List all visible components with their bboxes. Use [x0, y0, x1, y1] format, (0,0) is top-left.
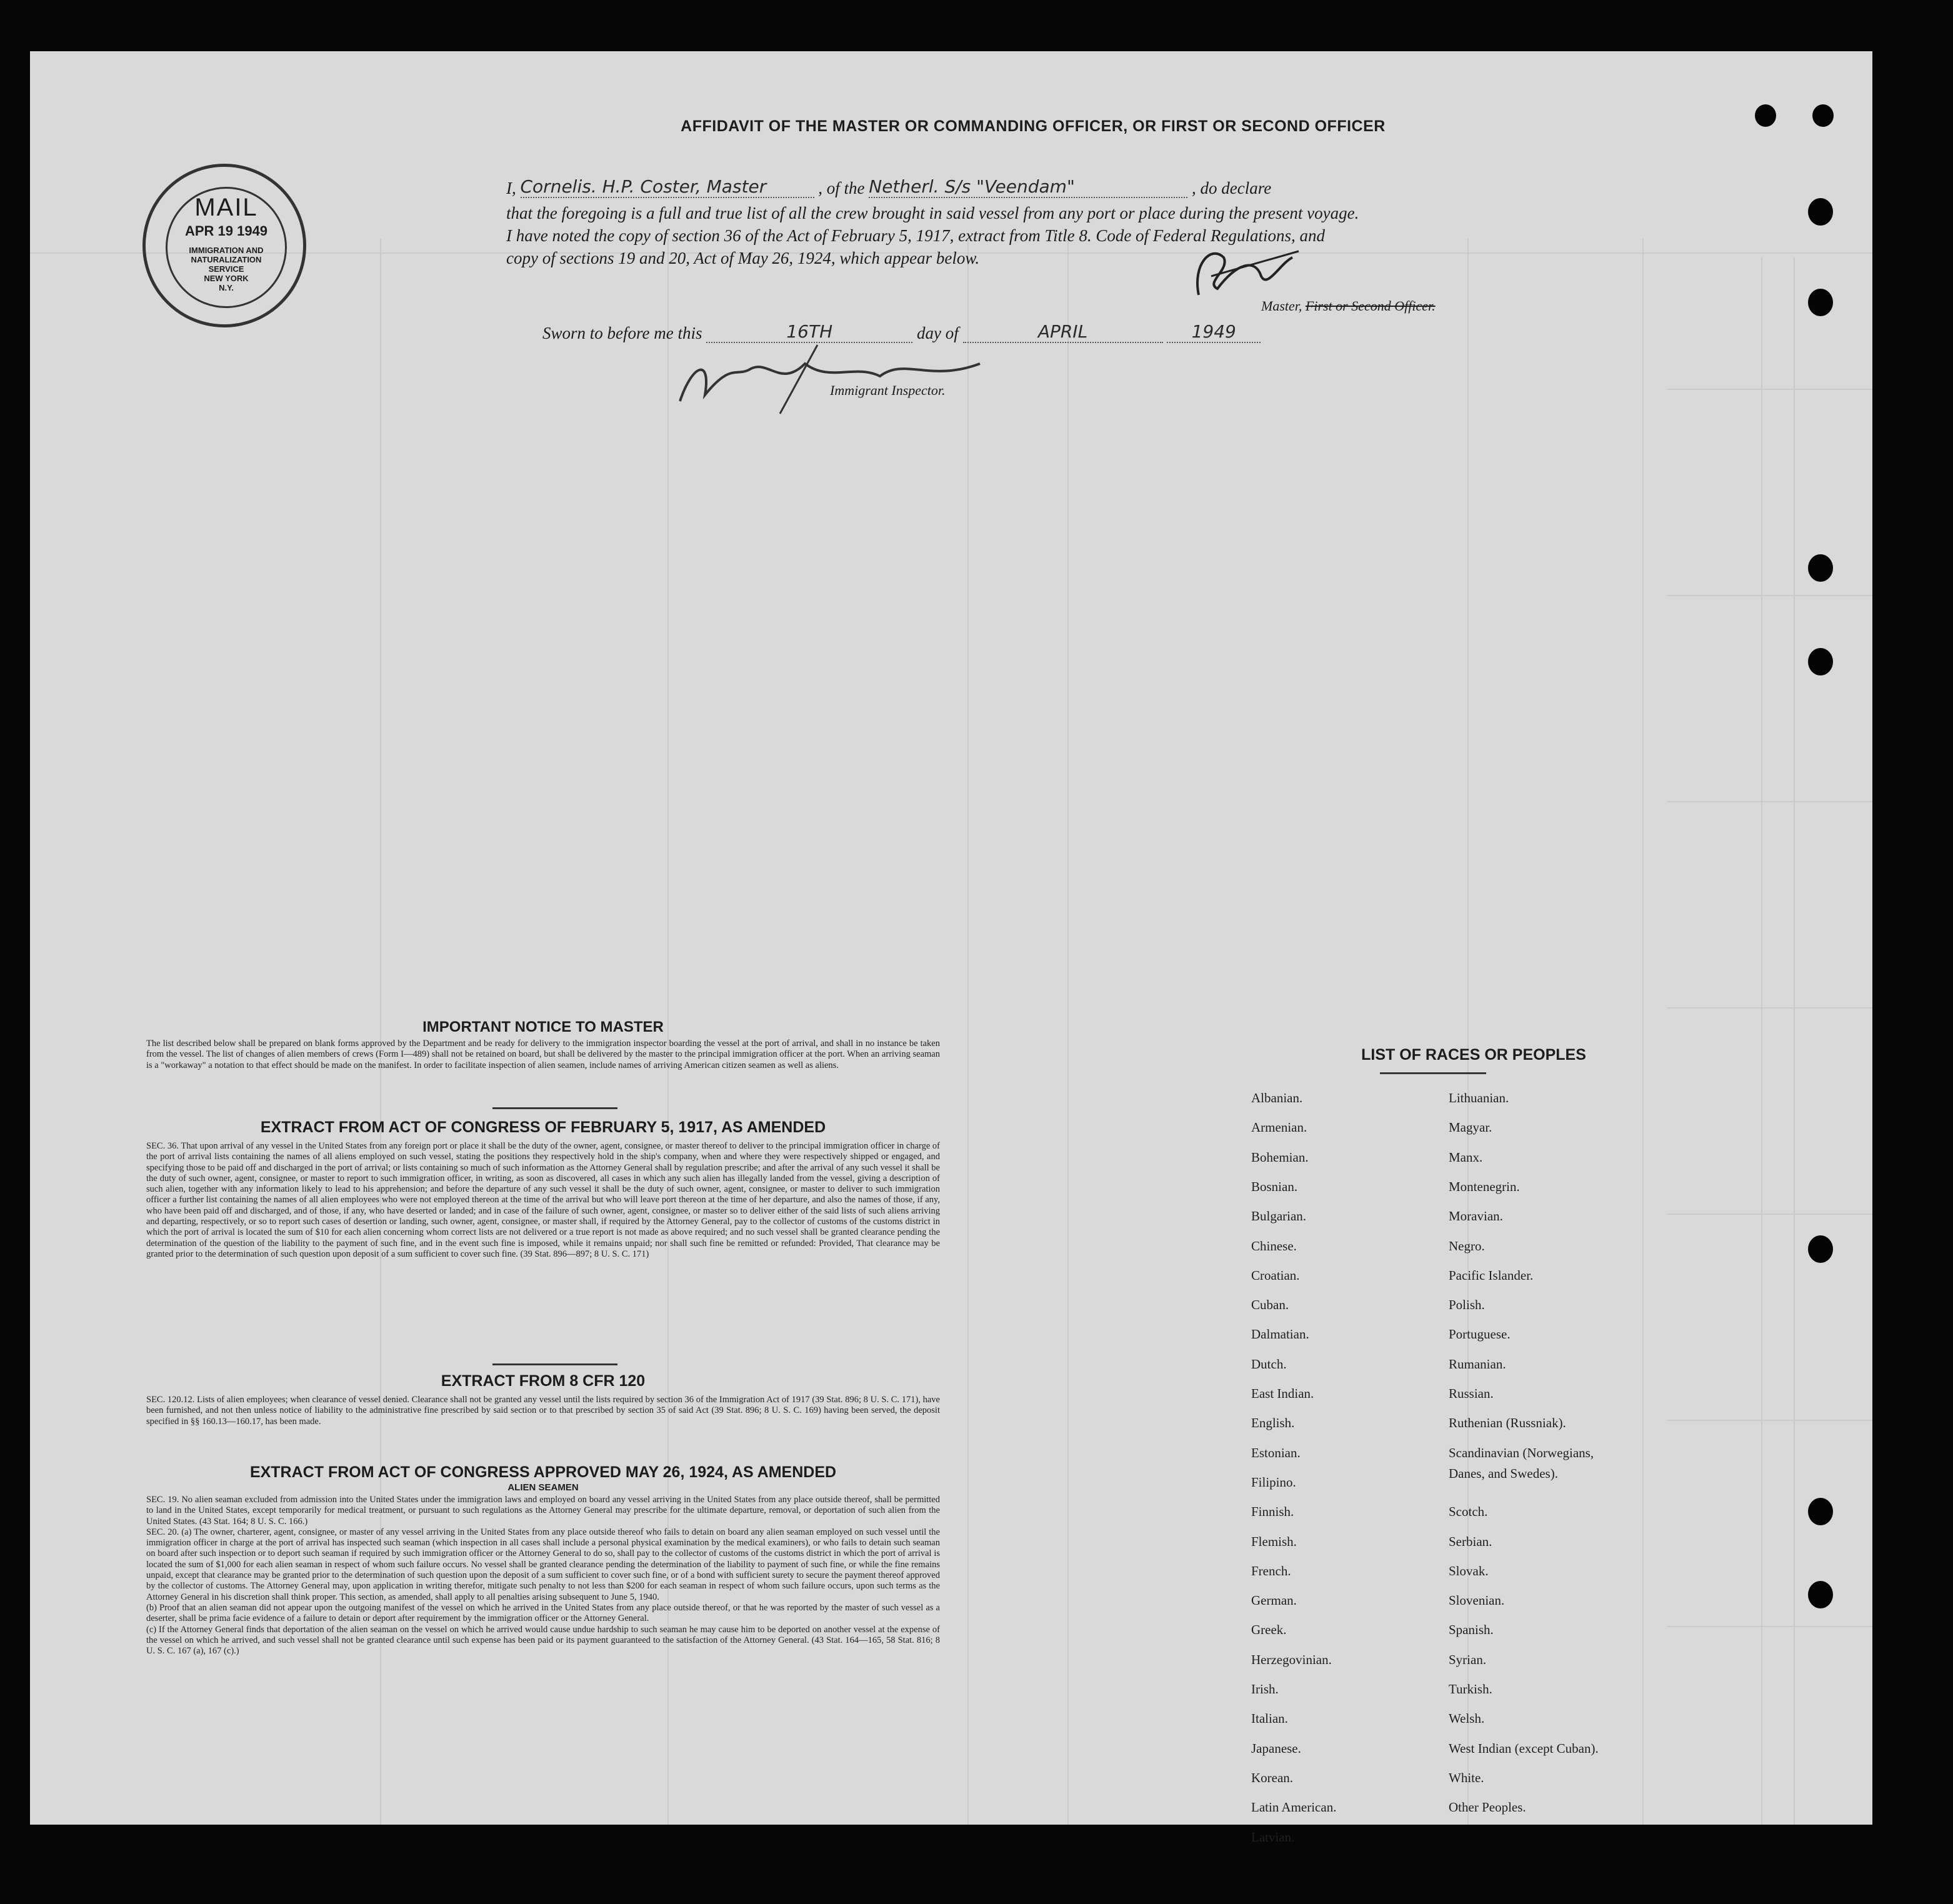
sworn-year-field: 1949 — [1167, 321, 1261, 343]
race-item: Other Peoples. — [1449, 1800, 1526, 1815]
master-signature — [1186, 239, 1311, 307]
race-item: Croatian. — [1251, 1268, 1300, 1283]
mail-received-stamp — [142, 164, 306, 327]
bleed-line — [1667, 1626, 1872, 1627]
race-item: Korean. — [1251, 1770, 1294, 1785]
race-item: Negro. — [1449, 1239, 1485, 1254]
race-item: Serbian. — [1449, 1534, 1492, 1549]
day-of-label: day of — [917, 324, 959, 342]
race-item: Slovak. — [1449, 1563, 1489, 1578]
stamp-line: IMMIGRATION AND — [189, 246, 264, 255]
bleed-line — [1667, 801, 1872, 802]
punch-hole — [1808, 1581, 1833, 1608]
race-item: Latvian. — [1251, 1830, 1295, 1845]
race-item: Lithuanian. — [1449, 1090, 1509, 1105]
bleed-line — [1642, 239, 1644, 1825]
race-item: French. — [1251, 1563, 1291, 1578]
race-item: Finnish. — [1251, 1504, 1294, 1519]
race-item: Filipino. — [1251, 1475, 1296, 1490]
stamp-date: APR 19 1949 — [184, 223, 268, 239]
sworn-month-field: APRIL — [963, 321, 1163, 343]
race-item: Chinese. — [1251, 1239, 1297, 1254]
punch-hole — [1755, 104, 1776, 127]
stamp-line: SERVICE — [208, 264, 244, 274]
race-item: Rumanian. — [1449, 1357, 1506, 1372]
race-item: English. — [1251, 1415, 1295, 1430]
do-declare-label: , do declare — [1192, 179, 1272, 197]
stamp-inner-ring — [166, 187, 287, 308]
race-item: White. — [1449, 1770, 1484, 1785]
master-name-field: Cornelis. H.P. Coster, Master — [521, 176, 814, 198]
inspector-signature — [655, 339, 1017, 420]
race-item: Scotch. — [1449, 1504, 1488, 1519]
section-19-text: SEC. 19. No alien seaman excluded from admission into the United States under the immigration laws and employed on board any vessel arriving in the United States from any place outside thereof, shall be permitted to land in the United States, except temporarily for medical treatment, or pursuant to such regulations as the Attorney General may prescribe for the ultimate departure, removal, or deportation of such alien from the United States. (43 Stat. 164; 8 U. S. C. 166.) — [146, 1495, 940, 1527]
race-item: Irish. — [1251, 1682, 1279, 1697]
section-rule — [492, 1363, 617, 1365]
race-item: Latin American. — [1251, 1800, 1337, 1815]
struck-officer-label: First or Second Officer. — [1305, 298, 1436, 314]
extract-cfr-text: SEC. 120.12. Lists of alien employees; when clearance of vessel denied. Clearance shall not be granted any vessel until the lists required by section 36 of the Immigration Act of 1917 (39 Stat. 896; 8 U. S. C. 171), have been furnished, and not then unless notice of liability to the administrative fine prescribed by said section or to that prescribed by section 35 of said Act (39 Stat. 896; 8 U. S. C. 169) having been served, the deposit specified in §§ 160.13—160.17, has been made. — [146, 1395, 940, 1427]
race-item: Syrian. — [1449, 1652, 1487, 1667]
punch-hole — [1812, 104, 1834, 127]
race-item: Magyar. — [1449, 1120, 1492, 1135]
vessel-name-field: Netherl. S/s "Veendam" — [869, 176, 1187, 198]
race-item: Pacific Islander. — [1449, 1268, 1534, 1283]
race-item: Bohemian. — [1251, 1150, 1309, 1165]
race-item: Dalmatian. — [1251, 1327, 1309, 1342]
i-label: I, — [506, 179, 516, 197]
affidavit-line: copy of sections 19 and 20, Act of May 26, 1924, which appear below. — [506, 249, 980, 267]
extract-1917-text: SEC. 36. That upon arrival of any vessel in the United States from any foreign port or place it shall be the duty of the owner, agent, consignee, or master thereof to deliver to the principal immigration officer in charge of the port of arrival lists containing the names of all aliens employed on such vessel, stating the positions they respectively hold in the ship's company, when and where they were respectively shipped or engaged, and specifying those to be paid off and discharged in the port of arrival; or lists containing so much of such information as the Attorney General shall by regulation prescribe; and after the arrival of any such vessel it shall be the duty of such owner, agent, consignee, or master to report to such immigration officer, in writing, as soon as discovered, all cases in which any such alien has illegally landed from the vessel, giving a description of such alien, together with any information likely to lead to his apprehension; and before the departure of any such vessel it shall be the duty of such owner, agent, consignee, or master to deliver to such immigration officer a further list containing the names of all alien employees who were not employed thereon at the time of the arrival but who will leave port thereon at the time of her departure, and also the names of those, if any, who have been paid off and discharged, and of those, if any, who have deserted or landed; and in case of the failure of such owner, agent, consignee, or master so to deliver either of the said lists of such aliens arriving and departing, respectively, or so to report such cases of desertion or landing, such owner, agent, consignee, or master shall, if required by the Attorney General, pay to the collector of customs of the customs district in which the port of arrival is located the sum of $10 for each alien concerning whom correct lists are not delivered or a true report is not made as above required; and no such vessel shall be granted clearance pending the determination of the question of the liability to the payment of such fine, and in the event such fine is imposed, while it remains unpaid; nor shall such fine be remitted or refunded: Provided, That clearance may be granted prior to the determination of such question upon deposit of a sum sufficient to cover such fine. (39 Stat. 896—897; 8 U. S. C. 171) — [146, 1141, 940, 1259]
race-item: Japanese. — [1251, 1741, 1301, 1756]
bleed-line — [1067, 239, 1069, 1825]
race-item: Flemish. — [1251, 1534, 1297, 1549]
punch-hole — [1808, 1498, 1833, 1525]
race-item: Slovenian. — [1449, 1593, 1505, 1608]
stamp-line: NATURALIZATION — [191, 255, 262, 264]
punch-hole — [1808, 289, 1833, 316]
race-item: Montenegrin. — [1449, 1179, 1520, 1194]
affidavit-line: I have noted the copy of section 36 of the Act of February 5, 1917, extract from Title 8. Code of Federal Regulations, and — [506, 226, 1326, 245]
race-item: Albanian. — [1251, 1090, 1303, 1105]
bleed-line — [1667, 1214, 1872, 1215]
races-title-rule — [1380, 1072, 1486, 1074]
extract-cfr-title: EXTRACT FROM 8 CFR 120 — [441, 1372, 646, 1390]
punch-hole — [1808, 648, 1833, 675]
race-item: Herzegovinian. — [1251, 1652, 1332, 1667]
of-the-label: , of the — [818, 179, 865, 197]
punch-hole — [1808, 554, 1833, 582]
race-item: German. — [1251, 1593, 1297, 1608]
bleed-line — [1761, 257, 1762, 1825]
extract-1924-subtitle: ALIEN SEAMEN — [507, 1482, 579, 1493]
section-20b-text: (b) Proof that an alien seaman did not appear upon the outgoing manifest of the vessel on which he arrived in the United States from any place outside thereof, or that he was reported by the master of such vessel as a deserter, shall be prima facie evidence of a failure to detain or deport after requirement by the immigration officer or the Attorney General. — [146, 1602, 940, 1624]
race-item: Russian. — [1449, 1386, 1494, 1401]
extract-1917-title: EXTRACT FROM ACT OF CONGRESS OF FEBRUARY 5, 1917, AS AMENDED — [260, 1119, 826, 1136]
race-item: Polish. — [1449, 1297, 1485, 1312]
punch-hole — [1808, 1235, 1833, 1263]
race-item: East Indian. — [1251, 1386, 1314, 1401]
race-item: Italian. — [1251, 1711, 1288, 1726]
affidavit-declaration-line — [506, 176, 1271, 198]
race-item: Welsh. — [1449, 1711, 1485, 1726]
affidavit-title: AFFIDAVIT OF THE MASTER OR COMMANDING OFFICER, OR FIRST OR SECOND OFFICER — [681, 117, 1386, 135]
race-item: Manx. — [1449, 1150, 1483, 1165]
bleed-line — [1667, 389, 1872, 390]
section-20c-text: (c) If the Attorney General finds that deportation of the alien seaman on the vessel on which he arrived would cause undue hardship to such seaman he may cause him to be deported on another vessel at the expense of the vessel on which he arrived, and such vessel shall not be granted clearance until such expense has been paid or its payment guaranteed to the satisfaction of the Attorney General. (43 Stat. 164—165, 58 Stat. 816; 8 U. S. C. 167 (a), 167 (c).) — [146, 1624, 940, 1657]
master-signature-line — [1261, 298, 1436, 314]
races-title: LIST OF RACES OR PEOPLES — [1361, 1046, 1586, 1064]
race-item: Turkish. — [1449, 1682, 1492, 1697]
race-item: Dutch. — [1251, 1357, 1287, 1372]
stamp-title: MAIL — [194, 194, 258, 221]
race-item: Greek. — [1251, 1622, 1287, 1637]
notice-text: The list described below shall be prepared on blank forms approved by the Department and be ready for delivery to the immigration inspector boarding the vessel at the port of arrival, and shall in no instance be taken from the vessel. The list of changes of alien members of crews (Form I—489) shall not be retained on board, but shall be delivered by the master to the principal immigration officer at the port. When an arriving seaman is a "workaway" a notation to that effect should be made on the manifest. In order to facilitate inspection of alien seamen, include names of arriving American citizen seamen as well as aliens. — [146, 1039, 940, 1070]
race-item: Moravian. — [1449, 1209, 1503, 1224]
race-item: West Indian (except Cuban). — [1449, 1741, 1599, 1756]
race-item: Scandinavian (Norwegians, — [1449, 1445, 1594, 1460]
bleed-line — [1467, 239, 1469, 1825]
race-item: Spanish. — [1449, 1622, 1494, 1637]
stamp-line: N.Y. — [219, 283, 234, 292]
notice-title: IMPORTANT NOTICE TO MASTER — [422, 1019, 664, 1035]
bleed-line — [967, 239, 969, 1825]
race-item: Cuban. — [1251, 1297, 1289, 1312]
bleed-line — [1667, 595, 1872, 596]
section-rule — [492, 1107, 617, 1109]
sworn-day-field: 16TH — [706, 321, 912, 343]
manifest-sheet — [30, 51, 1872, 1845]
extract-1924-text — [146, 1495, 940, 1657]
bleed-line — [1667, 1007, 1872, 1009]
sworn-label: Sworn to before me this — [542, 324, 702, 342]
race-item: Danes, and Swedes). — [1449, 1466, 1558, 1481]
punch-hole — [1808, 198, 1833, 226]
bleed-line — [1667, 1420, 1872, 1421]
extract-1924-title: EXTRACT FROM ACT OF CONGRESS APPROVED MAY 26, 1924, AS AMENDED — [249, 1463, 837, 1481]
master-label: Master, — [1261, 298, 1302, 314]
bleed-line — [1794, 257, 1795, 1825]
section-20a-text: SEC. 20. (a) The owner, charterer, agent, consignee, or master of any vessel arriving in the United States from any place outside thereof who fails to detain on board any alien seaman employed on such vessel until the immigration officer in charge at the port of arrival has inspected such seaman (which inspection in all cases shall include a personal physical examination by the medical examiners), or who fails to detain such seaman on board after such inspection or to deport such seaman if required by such immigration officer or the Attorney General to do so, shall pay to the collector of customs of the customs district in which the port of arrival is located the sum of $1,000 for each alien seaman in respect of whom such failure occurs. No vessel shall be granted clearance pending the determination of the liability to payment of such fine, or while the fine remains unpaid, except that clearance may be granted prior to the determination of such question upon the deposit of a sum sufficient to cover such fine, or of a bond with sufficient surety to secure the payment thereof approved by the collector of customs. The Attorney General may, upon application in writing therefor, mitigate such penalty to not less than $200 for each seaman in respect of whom such failure occurs, upon such terms as the Attorney General in his discretion shall think proper. This section, as amended, shall apply to all penalties arising subsequent to June 5, 1940. — [146, 1527, 940, 1602]
race-item: Ruthenian (Russniak). — [1449, 1415, 1566, 1430]
race-item: Estonian. — [1251, 1445, 1301, 1460]
race-item: Bulgarian. — [1251, 1209, 1307, 1224]
inspector-label: Immigrant Inspector. — [830, 382, 946, 398]
race-item: Bosnian. — [1251, 1179, 1298, 1194]
race-item: Armenian. — [1251, 1120, 1307, 1135]
race-item: Portuguese. — [1449, 1327, 1511, 1342]
affidavit-line: that the foregoing is a full and true list of all the crew brought in said vessel from any port or place during the present voyage. — [506, 204, 1359, 222]
stamp-line: NEW YORK — [204, 274, 249, 283]
